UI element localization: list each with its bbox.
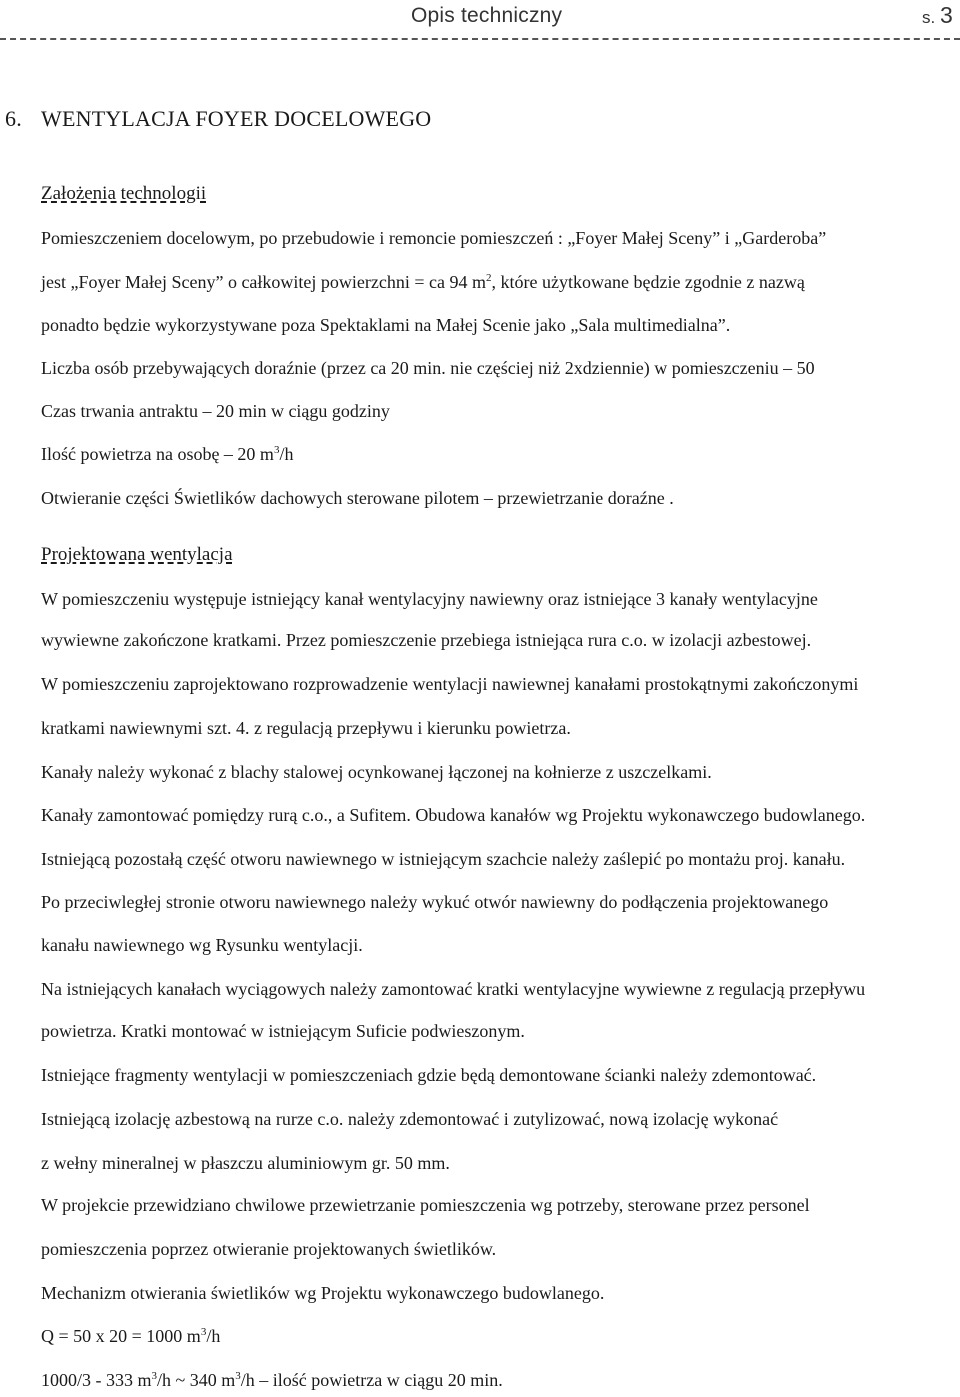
section-title: WENTYLACJA FOYER DOCELOWEGO [41,106,432,131]
paragraph-line: Ilość powietrza na osobę – 20 $m^3/h$ [41,444,294,464]
design-heading: Projektowana wentylacja [41,544,233,565]
paragraph-line: Kanały zamontować pomiędzy rurą c.o., a Sufitem. Obudowa kanałów wg Projektu wykonawczego budowlanego. [41,805,866,825]
page-prefix: s. [922,8,940,27]
paragraph-line: Na istniejących kanałach wyciągowych należy zamontować kratki wentylacyjne wywiewne z regulacją przepływu [41,979,866,999]
paragraph-line: Istniejącą pozostałą część otworu nawiewnego w istniejącym szachcie należy zaślepić po montażu proj. kanału. [41,849,846,869]
paragraph-line: kanału nawiewnego wg Rysunku wentylacji. [41,935,363,955]
section-number: 6. [5,106,22,131]
page-number: 3 [939,2,953,28]
page-number-label [922,2,953,29]
paragraph-line: Liczba osób przebywających doraźnie (przez ca 20 min. nie częściej niż 2xdziennie) w pomieszczeniu – 50 [41,358,815,378]
paragraph-line: W projekcie przewidziano chwilowe przewietrzanie pomieszczenia wg potrzeby, sterowane przez personel [41,1195,810,1215]
assumptions-heading: Założenia technologii [41,183,207,204]
section-heading [5,106,432,131]
paragraph-line: Pomieszczeniem docelowym, po przebudowie i remoncie pomieszczeń : „Foyer Małej Sceny” i „Garderoba” [41,228,827,248]
paragraph-line: Istniejące fragmenty wentylacji w pomieszczeniach gdzie będą demontowane ścianki należy zdemontować. [41,1065,817,1085]
paragraph-line: Po przeciwległej stronie otworu nawiewnego należy wykuć otwór nawiewny do podłączenia projektowanego [41,892,829,912]
paragraph-line: W pomieszczeniu zaprojektowano rozprowadzenie wentylacji nawiewnej kanałami prostokątnymi zakończonymi [41,674,859,694]
header-divider [0,38,960,40]
paragraph-line: kratkami nawiewnymi szt. 4. z regulacją przepływu i kierunku powietrza. [41,718,571,738]
paragraph-line: Kanały należy wykonać z blachy stalowej ocynkowanej łączonej na kołnierze z uszczelkami. [41,762,712,782]
paragraph-line: powietrza. Kratki montować w istniejącym Suficie podwieszonym. [41,1021,525,1041]
paragraph-line: Czas trwania antraktu – 20 min w ciągu godziny [41,401,390,421]
formula-line: Q = 50 x 20 = 1000 $m^3/h$ [41,1326,221,1346]
paragraph-line: ponadto będzie wykorzystywane poza Spektaklami na Małej Scenie jako „Sala multimedialna”. [41,315,731,335]
paragraph-line: Otwieranie części Świetlików dachowych sterowane pilotem – przewietrzanie doraźne . [41,488,674,508]
paragraph-line: Istniejącą izolację azbestową na rurze c.o. należy zdemontować i zutylizować, nową izolację wykonać [41,1109,779,1129]
document-title: Opis techniczny [411,4,563,27]
page-header [0,0,960,40]
formula-line: 1000/3 - 333 $m^3/h$ ~ 340 $m^3/h$ – ilość powietrza w ciągu 20 min. [41,1370,503,1390]
paragraph-line: Mechanizm otwierania świetlików wg Projektu wykonawczego budowlanego. [41,1283,605,1303]
paragraph-line: pomieszczenia poprzez otwieranie projektowanych świetlików. [41,1239,497,1259]
paragraph-line: W pomieszczeniu występuje istniejący kanał wentylacyjny nawiewny oraz istniejące 3 kanały wentylacyjne [41,589,818,609]
paragraph-line: wywiewne zakończone kratkami. Przez pomieszczenie przebiega istniejąca rura c.o. w izolacji azbestowej. [41,630,812,650]
paragraph-line: jest „Foyer Małej Sceny” o całkowitej powierzchni = ca 94 $m^2$, które użytkowane będzie zgodnie z nazwą [41,272,805,292]
paragraph-line: z wełny mineralnej w płaszczu aluminiowym gr. 50 mm. [41,1153,450,1173]
